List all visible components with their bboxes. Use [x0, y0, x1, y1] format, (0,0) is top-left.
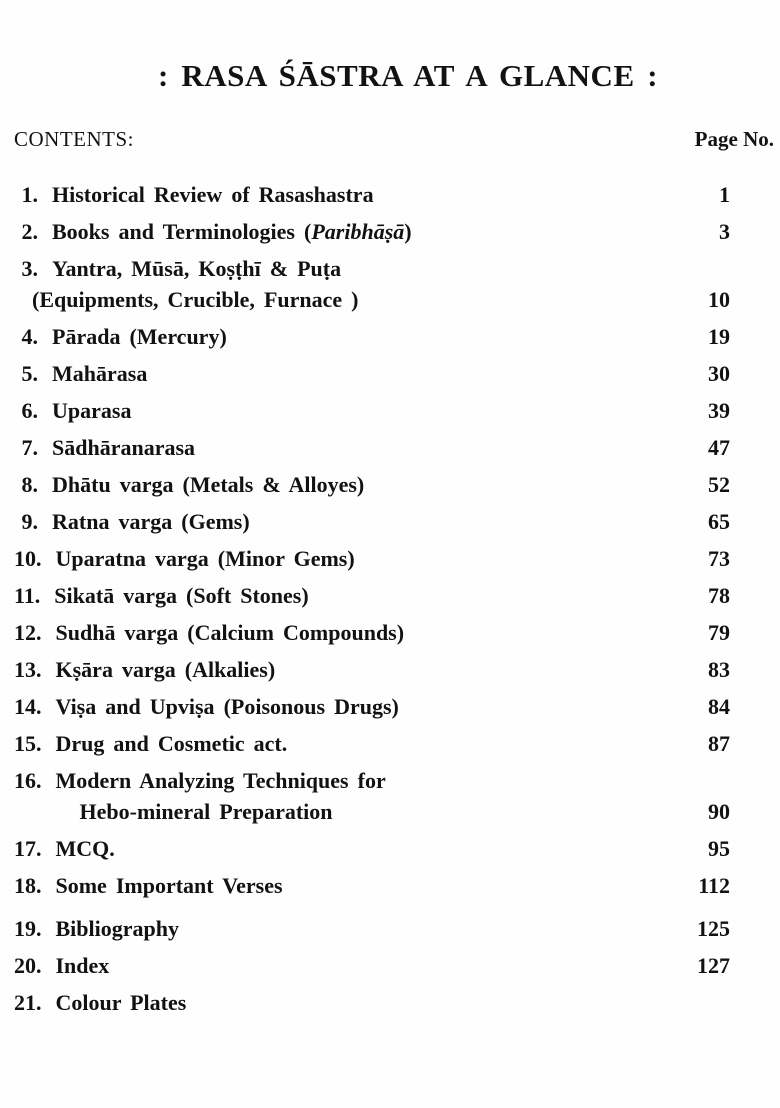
toc-entry-title: Dhātu varga (Metals & Alloyes) [52, 472, 365, 497]
toc-entry-title: MCQ. [55, 836, 115, 861]
toc-entry [14, 654, 774, 685]
toc-entry-title: Kṣāra varga (Alkalies) [55, 657, 276, 682]
toc-entry-page: 79 [708, 620, 730, 645]
toc-entry-title [56, 765, 671, 827]
toc-entry [14, 580, 774, 611]
toc-entry-page: 125 [697, 916, 730, 941]
toc-entry-page: 47 [708, 435, 730, 460]
toc-entry-title [32, 253, 670, 315]
toc-entry-page: 78 [708, 583, 730, 608]
toc-entry-page: 10 [708, 287, 730, 312]
toc-entry-number: 19. [14, 916, 42, 941]
toc-entry-number: 17. [14, 836, 42, 861]
toc-entry [14, 253, 774, 315]
toc-entry [14, 617, 774, 648]
toc-entry-page: 73 [708, 546, 730, 571]
toc-entry-title: Bibliography [55, 916, 179, 941]
toc-entry-page: 39 [708, 398, 730, 423]
toc-entry-title: Historical Review of Rasashastra [52, 182, 374, 207]
toc-entry-number: 13. [14, 657, 42, 682]
toc-entry-page: 3 [719, 219, 730, 244]
table-of-contents [14, 179, 774, 1018]
toc-entry-title: Viṣa and Upviṣa (Poisonous Drugs) [55, 694, 399, 719]
toc-entry [14, 179, 774, 210]
toc-entry-page: 30 [708, 361, 730, 386]
page-no-label: Page No. [694, 127, 774, 151]
contents-header [14, 127, 774, 152]
toc-entry [14, 950, 774, 981]
toc-entry-title: Ratna varga (Gems) [52, 509, 250, 534]
toc-entry-page: 84 [708, 694, 730, 719]
toc-entry-title: Drug and Cosmetic act. [55, 731, 288, 756]
toc-entry-number: 4. [21, 324, 38, 349]
toc-entry [14, 432, 774, 463]
toc-entry-number: 7. [21, 435, 38, 460]
toc-entry-page: 65 [708, 509, 730, 534]
toc-entry-title: Uparasa [52, 398, 132, 423]
toc-entry-title: Pārada (Mercury) [52, 324, 227, 349]
toc-entry-page: 90 [708, 799, 730, 824]
toc-entry [14, 691, 774, 722]
toc-entry-title-line2: (Equipments, Crucible, Furnace ) [32, 287, 359, 312]
toc-entry [14, 321, 774, 352]
toc-entry-page: 87 [708, 731, 730, 756]
toc-entry [14, 395, 774, 426]
toc-entry-number: 8. [21, 472, 38, 497]
toc-entry-title: Sādhāranarasa [52, 435, 196, 460]
toc-entry-title: Sikatā varga (Soft Stones) [54, 583, 309, 608]
toc-entry-number: 2. [21, 219, 38, 244]
toc-entry-number: 12. [14, 620, 42, 645]
toc-entry-title: Colour Plates [55, 990, 187, 1015]
toc-entry-number: 16. [14, 768, 42, 793]
toc-entry-page: 1 [719, 182, 730, 207]
toc-entry-number: 5. [21, 361, 38, 386]
toc-entry-page: 19 [708, 324, 730, 349]
toc-entry-number: 3. [21, 256, 38, 281]
toc-entry-number: 15. [14, 731, 42, 756]
toc-entry-number: 1. [21, 182, 38, 207]
contents-label: CONTENTS: [14, 127, 134, 151]
toc-entry [14, 870, 774, 901]
toc-entry-number: 6. [21, 398, 38, 423]
toc-entry-title: Uparatna varga (Minor Gems) [55, 546, 355, 571]
toc-entry-title: Sudhā varga (Calcium Compounds) [55, 620, 405, 645]
toc-entry [14, 358, 774, 389]
toc-entry [14, 728, 774, 759]
toc-entry-title-line1: Modern Analyzing Techniques for [55, 768, 386, 793]
toc-entry-title-line2: Hebo-mineral Preparation [79, 799, 333, 824]
toc-entry-page: 83 [708, 657, 730, 682]
toc-entry-title-text: ) [404, 219, 412, 244]
toc-entry-number: 9. [21, 509, 38, 534]
page-title: : RASA ŚĀSTRA AT A GLANCE : [157, 58, 659, 93]
toc-entry [14, 469, 774, 500]
toc-entry-title-italic: Paribhāṣā [311, 219, 405, 244]
toc-entry-number: 14. [14, 694, 42, 719]
toc-entry [14, 987, 774, 1018]
toc-entry-page: 112 [698, 873, 730, 898]
toc-entry-number: 18. [14, 873, 42, 898]
toc-entry [14, 506, 774, 537]
toc-entry-page: 127 [697, 953, 730, 978]
toc-entry [14, 543, 774, 574]
toc-entry-page: 52 [708, 472, 730, 497]
toc-entry-title: Some Important Verses [55, 873, 283, 898]
toc-entry-number: 10. [14, 546, 42, 571]
toc-entry-title: Mahārasa [52, 361, 148, 386]
toc-entry-number: 20. [14, 953, 42, 978]
toc-entry [14, 765, 774, 827]
toc-entry-page: 95 [708, 836, 730, 861]
toc-entry-title: Index [55, 953, 110, 978]
toc-entry [14, 833, 774, 864]
toc-entry-title-line1: Yantra, Mūsā, Koṣṭhī & Puṭa [52, 256, 342, 281]
toc-entry [14, 216, 774, 247]
toc-entry-number: 21. [14, 990, 42, 1015]
toc-entry-title-text: Books and Terminologies ( [52, 219, 312, 244]
toc-entry-title [52, 216, 670, 247]
toc-entry [14, 913, 774, 944]
toc-entry-number: 11. [14, 583, 41, 608]
